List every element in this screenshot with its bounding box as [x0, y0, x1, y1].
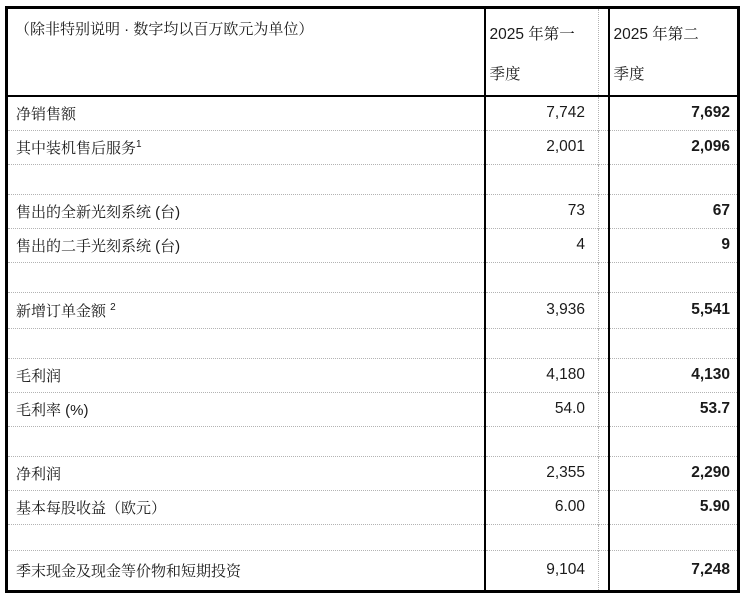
row-label: 其中装机售后服务$^1$ [7, 130, 485, 164]
table-row-net-sales [7, 96, 739, 130]
header-row [7, 8, 739, 97]
header-spacer [599, 8, 609, 97]
table-row-new-systems-sold [7, 194, 739, 228]
spacer-cell [599, 292, 609, 328]
row-label: 净销售额 [7, 96, 485, 130]
spacer-cell [599, 490, 609, 524]
row-label: 基本每股收益（欧元） [7, 490, 485, 524]
blank-row [7, 164, 739, 194]
spacer-cell [599, 550, 609, 591]
cell-q2-value: 53.7 [609, 392, 739, 426]
blank-row [7, 262, 739, 292]
row-label: 售出的二手光刻系统 (台) [7, 228, 485, 262]
table-row-gross-profit [7, 358, 739, 392]
row-label: 售出的全新光刻系统 (台) [7, 194, 485, 228]
table-row-net-income [7, 456, 739, 490]
header-q1-line2: 季度 [489, 66, 521, 83]
cell-q1-value: 54.0 [485, 392, 599, 426]
cell-q2-value: 5,541 [609, 292, 739, 328]
row-label: 季末现金及现金等价物和短期投资 [7, 550, 485, 591]
cell-q2-value: 2,096 [609, 130, 739, 164]
row-label: 毛利润 [7, 358, 485, 392]
cell-q2-value: 5.90 [609, 490, 739, 524]
table-row-installed-base-service [7, 130, 739, 164]
table-row-cash-and-investments [7, 550, 739, 591]
header-q1-line1: 2025 年第一 [489, 26, 575, 43]
cell-q1-value: 7,742 [485, 96, 599, 130]
cell-q1-value: 2,355 [485, 456, 599, 490]
spacer-cell [599, 96, 609, 130]
spacer-cell [599, 358, 609, 392]
quarterly-results-table [5, 6, 740, 593]
cell-q2-value: 7,248 [609, 550, 739, 591]
blank-row [7, 328, 739, 358]
table-row-used-systems-sold [7, 228, 739, 262]
footnote-ref-2: 2 [110, 301, 116, 313]
table-row-basic-eps [7, 490, 739, 524]
header-q2-2025 [609, 8, 739, 97]
cell-q1-value: 73 [485, 194, 599, 228]
table-header [7, 8, 739, 97]
footnote-ref-1: 1 [136, 138, 142, 150]
cell-q1-value: 4 [485, 228, 599, 262]
cell-q2-value: 67 [609, 194, 739, 228]
spacer-cell [599, 392, 609, 426]
row-label: 净利润 [7, 456, 485, 490]
row-label: 毛利率 (%) [7, 392, 485, 426]
cell-q1-value: 6.00 [485, 490, 599, 524]
header-q2-line2: 季度 [613, 66, 645, 83]
header-q1-2025 [485, 8, 599, 97]
spacer-cell [599, 456, 609, 490]
unit-note: （除非特别说明 · 数字均以百万欧元为单位） [15, 21, 314, 38]
cell-q1-value: 2,001 [485, 130, 599, 164]
spacer-cell [599, 130, 609, 164]
cell-q2-value: 2,290 [609, 456, 739, 490]
cell-q2-value: 4,130 [609, 358, 739, 392]
cell-q1-value: 9,104 [485, 550, 599, 591]
spacer-cell [599, 228, 609, 262]
cell-q2-value: 7,692 [609, 96, 739, 130]
cell-q2-value: 9 [609, 228, 739, 262]
table-row-net-bookings [7, 292, 739, 328]
table-row-gross-margin [7, 392, 739, 426]
blank-row [7, 524, 739, 550]
cell-q1-value: 3,936 [485, 292, 599, 328]
table-body [7, 96, 739, 591]
header-q2-line1: 2025 年第二 [613, 26, 699, 43]
blank-row [7, 426, 739, 456]
spacer-cell [599, 194, 609, 228]
row-label: 新增订单金额 $^2$ [7, 292, 485, 328]
cell-q1-value: 4,180 [485, 358, 599, 392]
